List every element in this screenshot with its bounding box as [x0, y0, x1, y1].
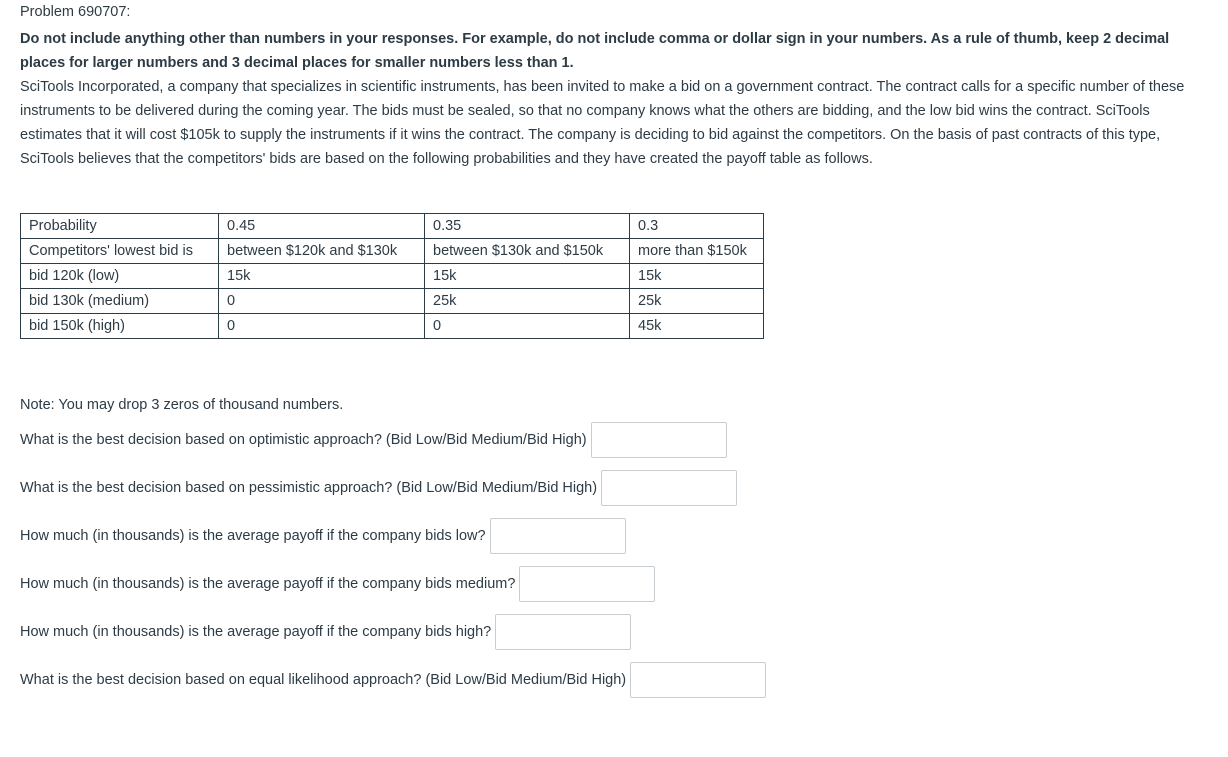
question-text: How much (in thousands) is the average payoff if the company bids medium?	[20, 576, 516, 592]
question-text: How much (in thousands) is the average payoff if the company bids high?	[20, 624, 492, 640]
table-cell: 45k	[630, 314, 764, 339]
problem-title: Problem 690707:	[20, 4, 131, 20]
table-row-bid-high	[21, 314, 764, 339]
answer-input-average-high[interactable]	[495, 614, 631, 650]
table-cell: 15k	[219, 264, 425, 289]
question-average-medium	[20, 565, 1208, 603]
instructions-text: Do not include anything other than numbers in your responses. For example, do not include comma or dollar sign in your numbers. As a rule of thumb, keep 2 decimal places for larger numbers and 3 decimal places for smaller numbers less than 1.	[20, 31, 1170, 71]
table-row-bid-low	[21, 264, 764, 289]
table-cell: 0.3	[630, 214, 764, 239]
table-cell: 0	[425, 314, 630, 339]
question-text: What is the best decision based on optimistic approach? (Bid Low/Bid Medium/Bid High)	[20, 432, 587, 448]
question-text: What is the best decision based on equal likelihood approach? (Bid Low/Bid Medium/Bid High)	[20, 672, 627, 688]
table-cell: 25k	[630, 289, 764, 314]
question-optimistic	[20, 421, 1208, 459]
table-row-bid-medium	[21, 289, 764, 314]
table-cell: Probability	[21, 214, 219, 239]
table-row-probability	[21, 214, 764, 239]
table-cell: bid 130k (medium)	[21, 289, 219, 314]
answer-input-optimistic[interactable]	[591, 422, 727, 458]
answer-input-pessimistic[interactable]	[601, 470, 737, 506]
problem-description: SciTools Incorporated, a company that specializes in scientific instruments, has been invited to make a bid on a government contract. The contract calls for a specific number of these instruments to be delivered during the coming year. The bids must be sealed, so that no company knows what the others are bidding, and the low bid wins the contract. SciTools estimates that it will cost $105k to supply the instruments if it wins the contract. The company is deciding to bid against the competitors. On the basis of past contracts of this type, SciTools believes that the competitors' bids are based on the following probabilities and they have created the payoff table as follows.	[20, 79, 1185, 167]
question-equal-likelihood	[20, 661, 1208, 699]
table-cell: 0.35	[425, 214, 630, 239]
question-average-high	[20, 613, 1208, 651]
table-cell: between $120k and $130k	[219, 239, 425, 264]
table-row-competitors-bid	[21, 239, 764, 264]
answer-input-equal-likelihood[interactable]	[630, 662, 766, 698]
question-pessimistic	[20, 469, 1208, 507]
table-cell: 0.45	[219, 214, 425, 239]
question-text: What is the best decision based on pessimistic approach? (Bid Low/Bid Medium/Bid High)	[20, 480, 598, 496]
question-text: How much (in thousands) is the average payoff if the company bids low?	[20, 528, 486, 544]
table-cell: more than $150k	[630, 239, 764, 264]
table-cell: 15k	[630, 264, 764, 289]
table-cell: 0	[219, 314, 425, 339]
table-cell: Competitors' lowest bid is	[21, 239, 219, 264]
answer-input-average-medium[interactable]	[519, 566, 655, 602]
table-cell: between $130k and $150k	[425, 239, 630, 264]
table-cell: bid 120k (low)	[21, 264, 219, 289]
question-average-low	[20, 517, 1208, 555]
answer-input-average-low[interactable]	[490, 518, 626, 554]
table-cell: 15k	[425, 264, 630, 289]
table-cell: bid 150k (high)	[21, 314, 219, 339]
note-text: Note: You may drop 3 zeros of thousand numbers.	[20, 397, 344, 413]
table-cell: 25k	[425, 289, 630, 314]
table-cell: 0	[219, 289, 425, 314]
payoff-table	[20, 213, 764, 339]
